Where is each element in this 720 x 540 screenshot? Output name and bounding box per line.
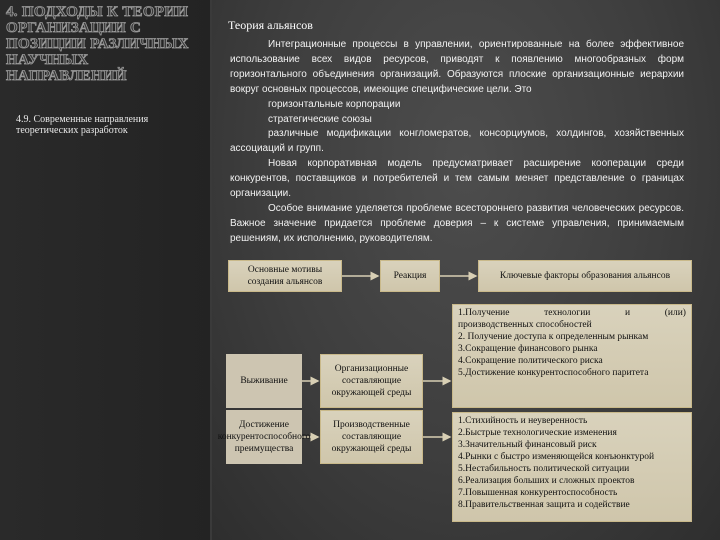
survival-box: Выживание <box>226 354 302 408</box>
factor-line: 1.Получение технологии и (или) <box>458 308 686 318</box>
section-title: Теория альянсов <box>228 18 313 32</box>
factor-line: 2. Получение доступа к определенным рынкам <box>458 332 649 342</box>
factor-line: 8.Правительственная защита и содействие <box>458 500 630 510</box>
achievement-box: Достижение конкурентоспособного преимущества <box>226 410 302 464</box>
slide-title: 4. ПОДХОДЫ К ТЕОРИИ ОРГАНИЗАЦИИ С ПОЗИЦИИ РАЗЛИЧНЫХ НАУЧНЫХ НАПРАВЛЕНИЙ <box>6 4 189 84</box>
factor-line: 3.Значительный финансовый риск <box>458 440 597 450</box>
factor-line: 2.Быстрые технологические изменения <box>458 428 617 438</box>
paragraph-model: Новая корпоративная модель предусматривает расширение кооперации среди конкурентов, поставщиков и потребителей и тем самым меняет представление о границах организации. <box>230 158 684 200</box>
reaction-box: Реакция <box>380 260 440 292</box>
factor-line: 4.Сокращение политического риска <box>458 356 603 366</box>
factor-line: 6.Реализация больших и сложных проектов <box>458 476 635 486</box>
motives-box: Основные мотивы создания альянсов <box>228 260 342 292</box>
key-factors-header: Ключевые факторы образования альянсов <box>478 260 692 292</box>
prod-environment-box: Производственные составляющие окружающей среды <box>320 410 423 464</box>
factors-top-box <box>452 304 692 408</box>
factor-line: 5.Нестабильность политической ситуации <box>458 464 630 474</box>
factor-line: 5.Достижение конкурентоспособного паритета <box>458 368 649 378</box>
slide-subtitle: 4.9. Современные направления теоретических разработок <box>16 114 149 136</box>
factor-line: 4.Рынки с быстро изменяющейся конъюнктурой <box>458 452 655 462</box>
factors-bottom-box <box>452 412 692 522</box>
body-text <box>230 38 684 247</box>
paragraph-human-resources: Особое внимание уделяется проблеме всестороннего развития человеческих ресурсов. Важное значение придается проблеме доверия – к системе управления, принимаемым решениям, их исполнению, руководителям. <box>230 202 684 244</box>
factor-line: 7.Повышенная конкурентоспособность <box>458 488 618 498</box>
list-item: горизонтальные корпорации <box>268 98 401 110</box>
list-item: различные модификации конгломератов, консорциумов, холдингов, хозяйственных ассоциаций и групп. <box>230 128 684 155</box>
factor-line: 1.Стихийность и неуверенность <box>458 416 588 426</box>
list-item: стратегические союзы <box>268 113 372 125</box>
paragraph-intro: Интеграционные процессы в управлении, ориентированные на более эффективное использование всех видов ресурсов, приводят к появлению многообразных форм горизонтального объединения организаций. Образуются плоские организационные иерархии вокруг основных процессов, имеющие специфические цели. Это <box>230 39 684 95</box>
factor-line: 3.Сокращение финансового рынка <box>458 344 598 354</box>
factor-line: производственных способностей <box>458 320 592 330</box>
org-environment-box: Организационные составляющие окружающей среды <box>320 354 423 408</box>
